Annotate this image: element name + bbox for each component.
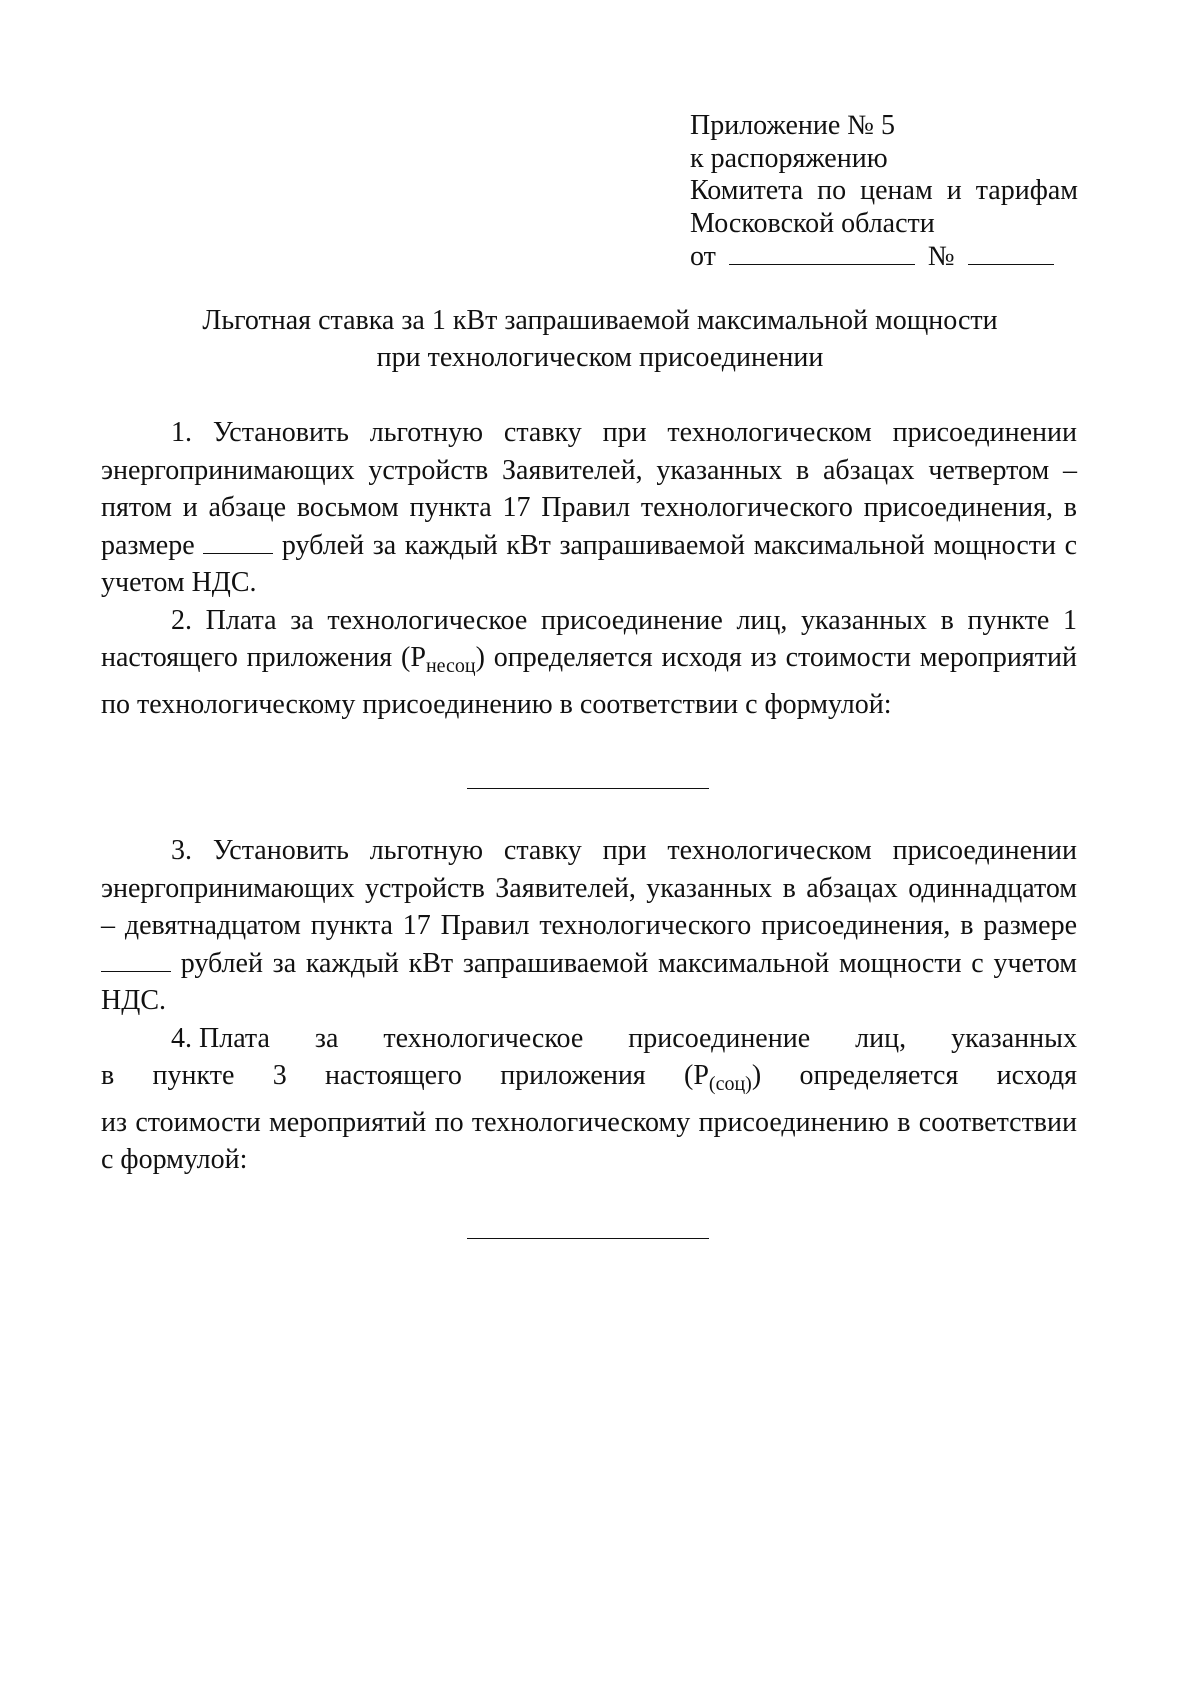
p4-l2-word-3: 3 [272, 1060, 287, 1091]
p4-l2-word-6 [684, 1057, 761, 1104]
p4-word-3: технологическое [383, 1022, 584, 1054]
section-paragraphs-3-4 [101, 832, 1077, 1179]
section-paragraphs-1-2 [101, 414, 1077, 723]
paragraph-4-line-2 [101, 1057, 1077, 1104]
paragraph-2 [101, 602, 1077, 724]
paragraph-1-text-b: рублей за каждый кВт запрашиваемой максимальной мощности с учетом НДС. [101, 529, 1078, 598]
formula-placeholder-2 [467, 1238, 709, 1239]
appendix-number: Приложение № 5 [690, 110, 895, 141]
paragraph-1 [101, 414, 1077, 602]
paragraph-4-rest [101, 1104, 1077, 1179]
paragraph-3-text-a: 3. Установить льготную ставку при технологическом присоединении энергопринимающих устройств Заявителей, указанных в абзацах одиннадцатом – девятнадцатом пункта 17 Правил технологического присоединения, в размере [101, 835, 1077, 941]
appendix-committee-word4: и [946, 175, 962, 206]
p4-word-6: указанных [951, 1022, 1077, 1054]
appendix-region: Московской области [690, 207, 935, 239]
appendix-committee-word2: по [817, 175, 847, 206]
paragraph-2-subscript: несоц [425, 655, 476, 677]
p4-l2-paren-open: (P [684, 1060, 709, 1091]
paragraph-2-text-b: ) определяется исходя из стоимости мероприятий по технологическому присоединению в соответствии с формулой: [101, 642, 1077, 720]
appendix-order-ref: к распоряжению [690, 142, 888, 174]
paragraph-1-text-a: 1. Установить льготную ставку при технологическом присоединении энергопринимающих устройств Заявителей, указанных в абзацах четвертом – пятом и абзаце восьмом пункта 17 Правил технологического присоединения, в размере [101, 417, 1077, 561]
p4-l2-word-5: приложения [500, 1060, 646, 1091]
paragraph-1-amount-blank [203, 531, 273, 554]
p4-word-4: присоединение [628, 1022, 811, 1054]
p4-word-5: лиц, [855, 1022, 907, 1054]
paragraph-3 [101, 832, 1077, 1020]
date-blank [729, 240, 915, 265]
p4-l2-word-4: настоящего [325, 1060, 462, 1091]
appendix-committee-word5: тарифам [975, 175, 1078, 206]
appendix-committee-line [690, 175, 1078, 208]
document-title [100, 302, 1100, 376]
p4-l2-word-8: исходя [996, 1060, 1077, 1091]
appendix-date-number-line [690, 240, 1090, 274]
appendix-committee-word1: Комитета [690, 175, 804, 206]
p4-l2-word-2: пункте [152, 1060, 235, 1091]
formula-placeholder-1 [467, 788, 709, 789]
paragraph-3-text-b: рублей за каждый кВт запрашиваемой максимальной мощности с учетом НДС. [101, 947, 1078, 1016]
title-line-1: Льготная ставка за 1 кВт запрашиваемой максимальной мощности [202, 305, 998, 336]
paragraph-4-line-1 [101, 1020, 1077, 1058]
appendix-committee-word3: ценам [860, 175, 933, 206]
p4-l2-paren-close: ) [751, 1060, 762, 1091]
p4-word-2: за [314, 1022, 339, 1054]
paragraph-2-text-a: 2. Плата за технологическое присоединение лиц, указанных в пункте 1 настоящего приложения (P [101, 604, 1077, 673]
p4-l2-word-7: определяется [799, 1060, 959, 1091]
p4-l2-subscript: (соц) [708, 1073, 752, 1095]
appendix-header [690, 110, 1090, 274]
p4-l2-word-1: в [101, 1060, 115, 1091]
p4-word-1: 4. Плата [171, 1022, 270, 1054]
number-sign: № [927, 241, 955, 272]
paragraph-4-text-rest: из стоимости мероприятий по технологическому присоединению в соответствии с формулой: [101, 1106, 1077, 1175]
paragraph-3-amount-blank [101, 949, 171, 972]
title-line-2: при технологическом присоединении [376, 342, 824, 373]
date-prefix: от [690, 241, 716, 272]
number-blank [968, 240, 1054, 265]
